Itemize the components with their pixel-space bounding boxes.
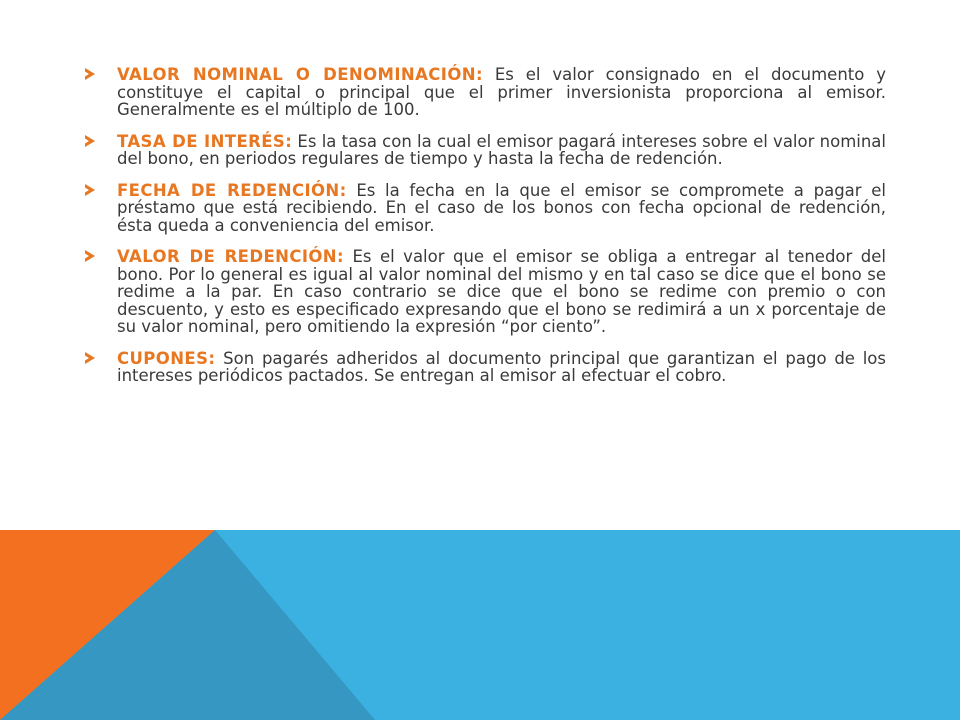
list-item [84, 66, 886, 119]
arrow-bullet-icon [84, 68, 96, 80]
term-label: CUPONES: [117, 348, 216, 368]
term-definition: Son pagarés adheridos al documento principal que garantizan el pago de los intereses periódicos pactados. Se entregan al emisor al efectuar el cobro. [117, 348, 886, 385]
term-definition: Es la tasa con la cual el emisor pagará intereses sobre el valor nominal del bono, en periodos regulares de tiempo y hasta la fecha de redención. [117, 131, 887, 168]
arrow-bullet-icon [84, 250, 96, 262]
arrow-bullet-icon [84, 135, 96, 147]
arrow-bullet-icon [84, 184, 96, 196]
list-item [84, 182, 886, 235]
list-item [84, 133, 886, 168]
arrow-bullet-icon [84, 352, 96, 364]
decorative-footer-band [0, 530, 960, 720]
term-label: FECHA DE REDENCIÓN: [117, 180, 347, 200]
term-definition: Es el valor consignado en el documento y constituye el capital o principal que el primer inversionista proporciona al emisor. Generalmente es el múltiplo de 100. [117, 65, 886, 119]
term-label: TASA DE INTERÉS: [117, 131, 293, 151]
list-item [84, 248, 886, 336]
slide-content [84, 66, 886, 399]
list-item [84, 350, 886, 385]
term-definition: Es el valor que el emisor se obliga a entregar al tenedor del bono. Por lo general es igual al valor nominal del mismo y en tal caso se dice que el bono se redime a la par. En caso contrario se dice que el bono se redime con premio o con descuento, y esto es especificado expresando que el bono se redimirá a un x porcentaje de su valor nominal, pero omitiendo la expresión “por ciento”. [117, 247, 886, 336]
term-label: VALOR DE REDENCIÓN: [117, 247, 345, 266]
term-definition: Es la fecha en la que el emisor se compromete a pagar el préstamo que está recibiendo. En el caso de los bonos con fecha opcional de redención, ésta queda a conveniencia del emisor. [117, 180, 886, 235]
definition-list [84, 66, 886, 385]
term-label: VALOR NOMINAL O DENOMINACIÓN: [117, 65, 483, 84]
